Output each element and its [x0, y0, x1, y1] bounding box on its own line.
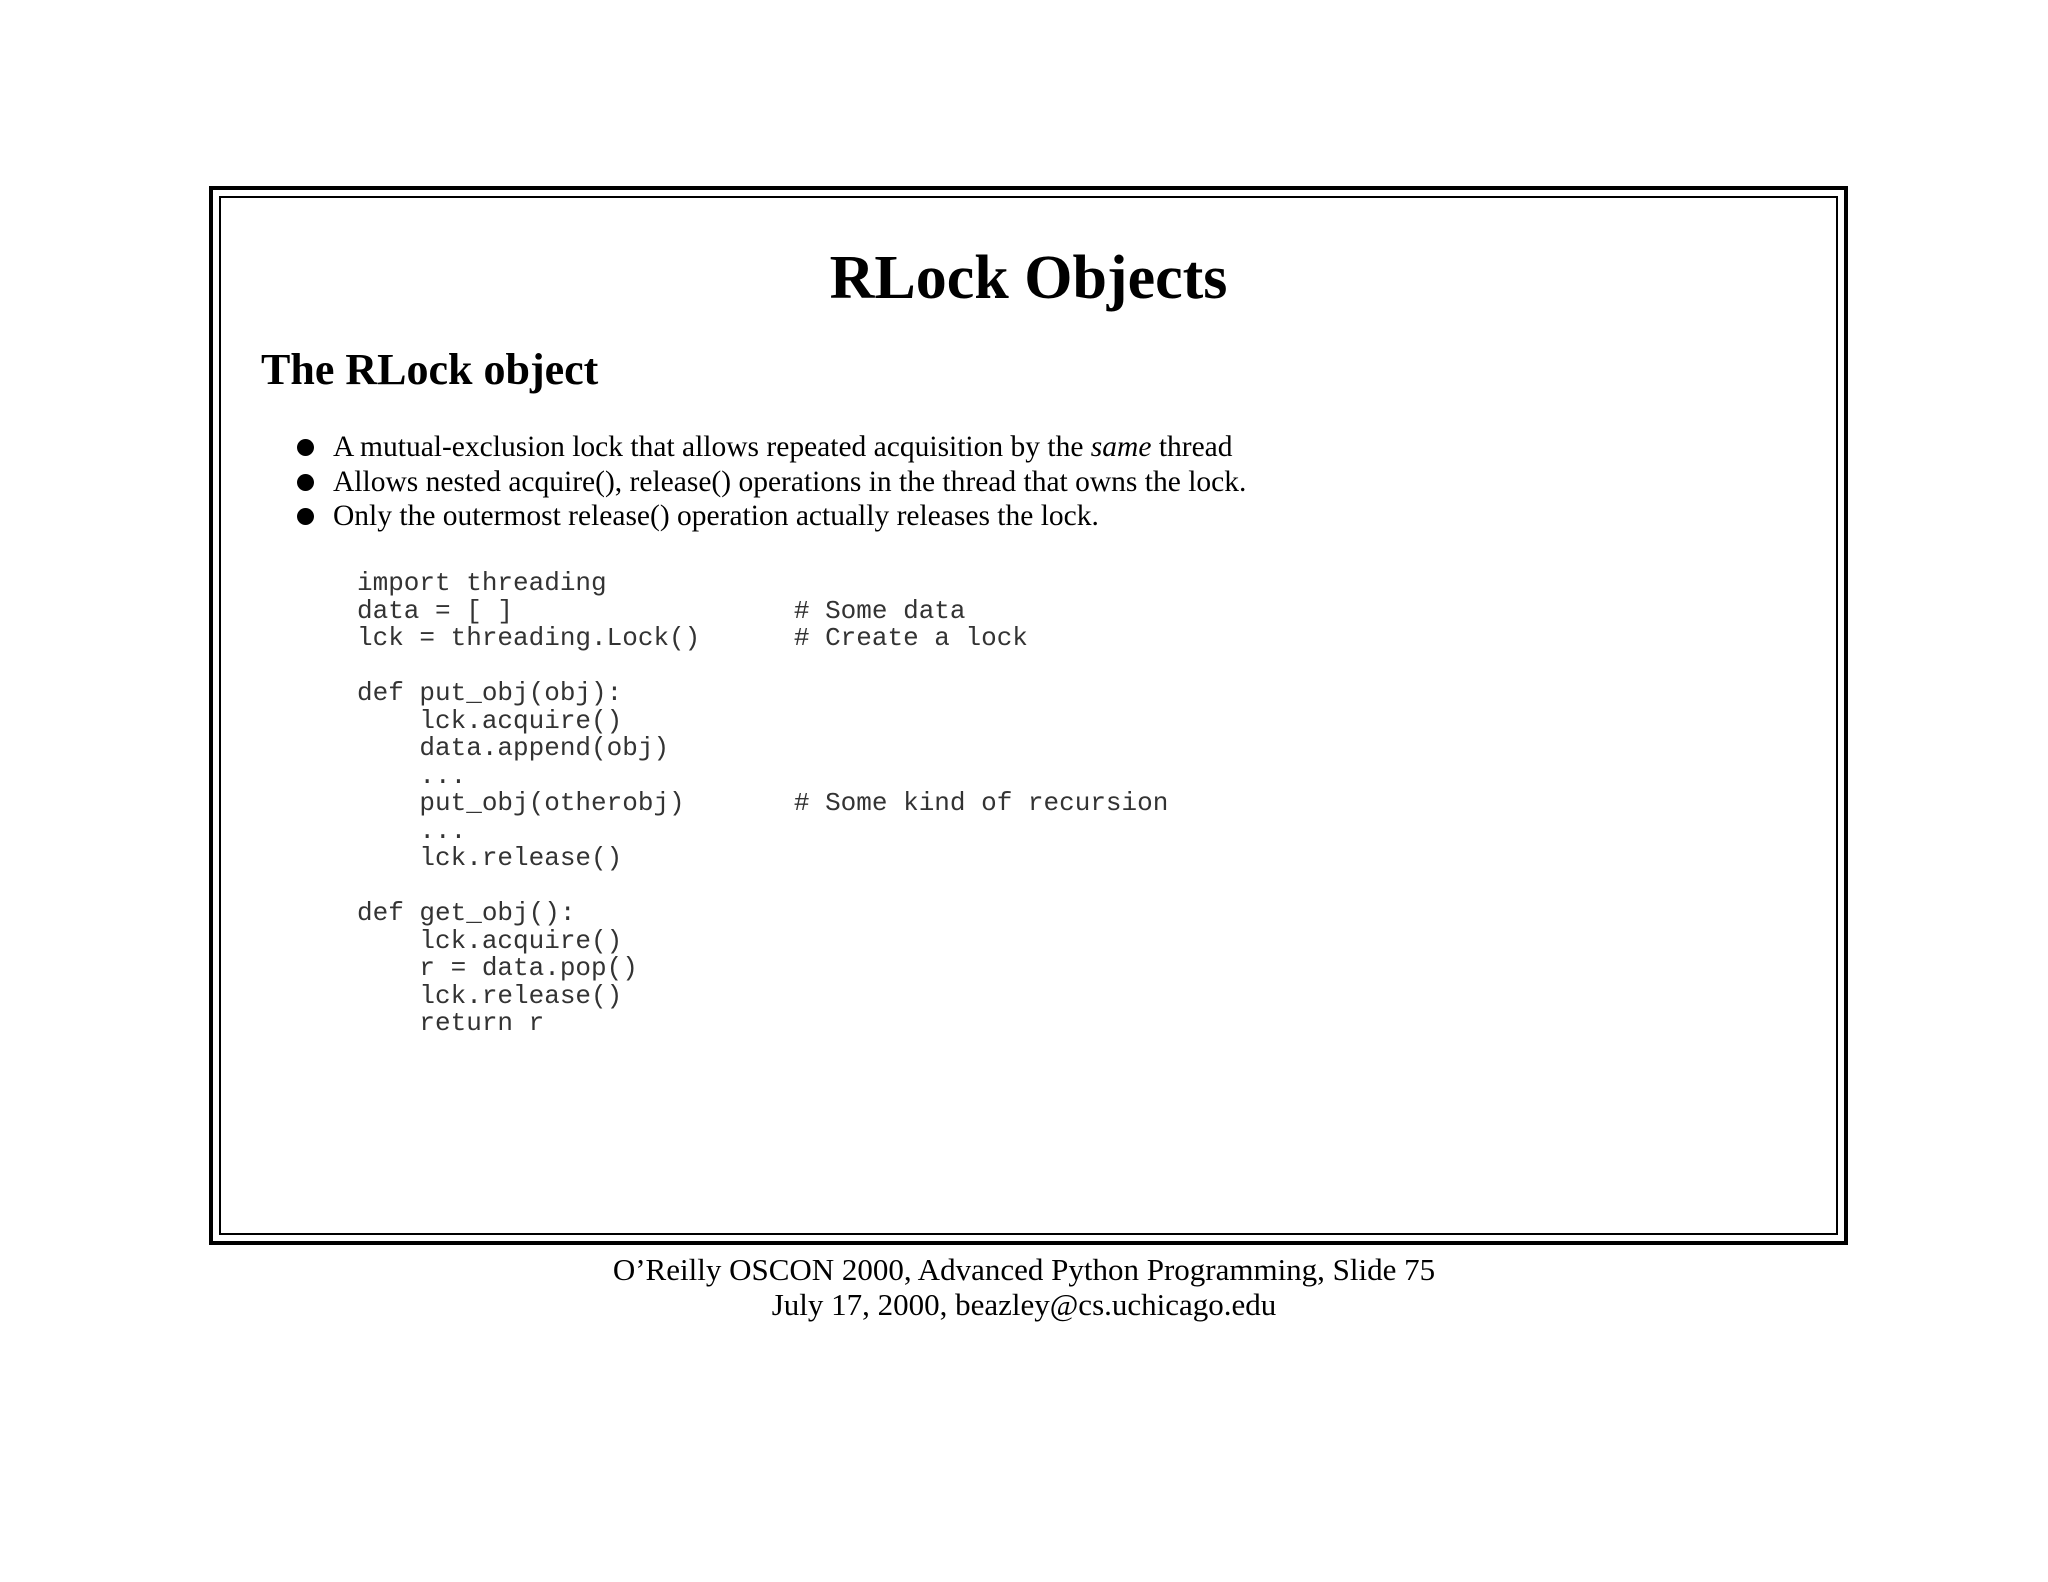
slide-inner-border	[219, 196, 1838, 1235]
bullet-text: Only the outermost release() operation actually releases the lock.	[333, 500, 1099, 532]
slide-footer	[0, 1252, 2048, 1322]
code-line: data = [ ] # Some data	[357, 595, 966, 626]
code-line: lck.acquire()	[357, 705, 623, 736]
code-line: lck.acquire()	[357, 925, 623, 956]
bullet-text: Allows nested acquire(), release() operations in the thread that owns the lock.	[333, 465, 1247, 498]
bullet-item	[297, 430, 1246, 465]
code-line: lck.release()	[357, 980, 623, 1011]
code-line: import threading	[357, 568, 607, 598]
bullet-text-end: thread	[1151, 431, 1233, 463]
footer-date-email-line: July 17, 2000, beazley@cs.uchicago.edu	[771, 1287, 1277, 1322]
slide-frame	[209, 186, 1848, 1245]
bullet-dot-icon	[297, 474, 314, 491]
footer-conference-line: O’Reilly OSCON 2000, Advanced Python Programming, Slide 75	[612, 1252, 1436, 1287]
bullet-list	[297, 430, 1246, 534]
section-heading: The RLock object	[261, 345, 599, 394]
bullet-dot-icon	[297, 439, 314, 456]
bullet-emphasis: same	[1090, 431, 1152, 463]
bullet-item	[297, 465, 1246, 500]
bullet-text: A mutual-exclusion lock that allows repeated acquisition by the	[333, 431, 1091, 463]
code-line: def get_obj():	[357, 898, 576, 928]
code-line: ...	[357, 815, 467, 846]
bullet-dot-icon	[297, 508, 314, 525]
code-line: lck.release()	[357, 843, 623, 873]
code-line: data.append(obj)	[357, 733, 670, 763]
code-block	[357, 570, 1168, 1038]
code-line: return r	[357, 1008, 545, 1038]
code-line: ...	[357, 760, 467, 791]
code-line: r = data.pop()	[357, 953, 638, 983]
code-line: put_obj(otherobj) # Some kind of recursion	[357, 788, 1169, 818]
code-line	[357, 873, 1168, 901]
code-line	[357, 653, 1168, 681]
code-line: def put_obj(obj):	[357, 678, 623, 708]
bullet-item	[297, 499, 1246, 534]
code-line: lck = threading.Lock() # Create a lock	[357, 623, 1028, 653]
slide-title: RLock Objects	[829, 244, 1228, 312]
